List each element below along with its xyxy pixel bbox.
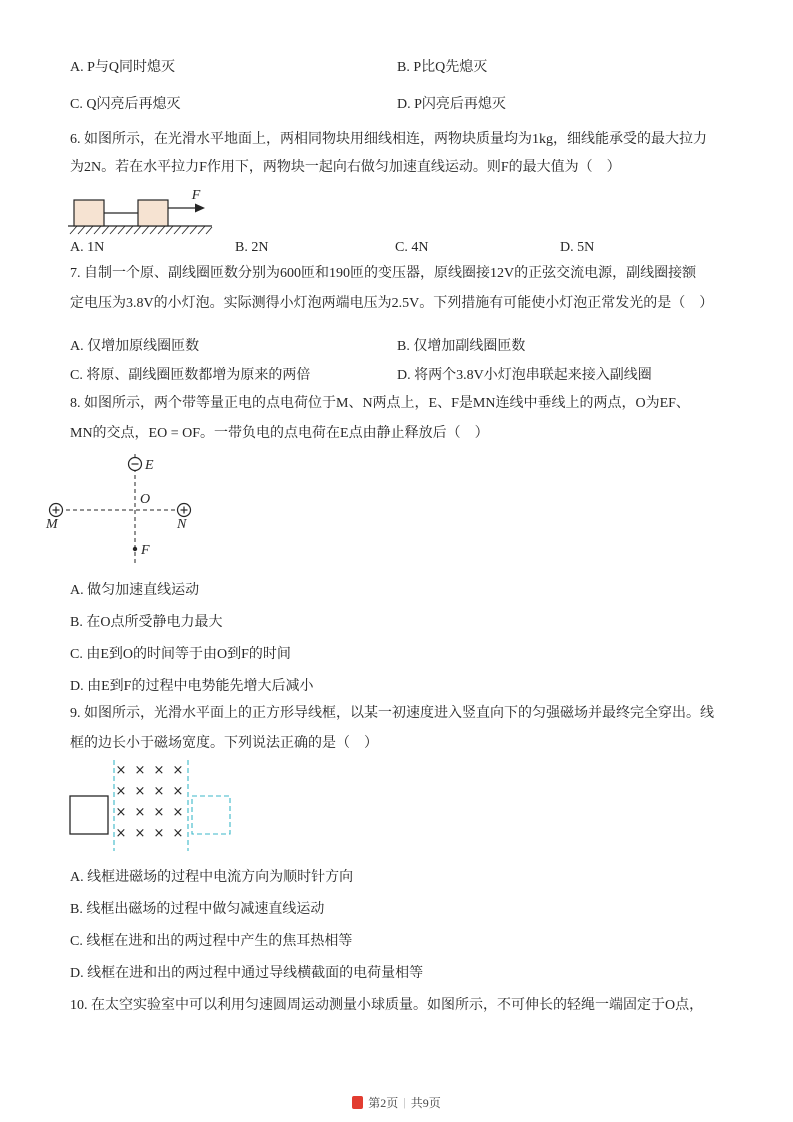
q6-text-line-2: 为2N。若在水平拉力F作用下，两物块一起向右做匀加速直线运动。则F的最大值为（ ）	[70, 160, 621, 175]
field-cross-icon: ×	[153, 826, 165, 841]
q9-option-c: C. 线框在进和出的两过程中产生的焦耳热相等	[70, 934, 353, 949]
q8-option-d: D. 由E到F的过程中电势能先增大后减小	[70, 679, 314, 694]
footer-divider: |	[403, 1095, 406, 1109]
q6-text-line-1: 6. 如图所示，在光滑水平地面上，两相同物块用细线相连，两物块质量均为1kg，细线能承受的最大拉力	[70, 132, 707, 147]
q9-text-line-1: 9. 如图所示，光滑水平面上的正方形导线框，以某一初速度进入竖直向下的匀强磁场并最终完全穿出。线	[70, 706, 714, 721]
wire-loop-square	[70, 796, 108, 834]
point-m-label: M	[46, 517, 58, 532]
q7-option-a: A. 仅增加原线圈匝数	[70, 339, 200, 354]
force-arrow-head	[195, 204, 205, 213]
q8-option-b: B. 在O点所受静电力最大	[70, 615, 223, 630]
field-cross-icon: ×	[153, 763, 165, 778]
q5-option-b: B. P比Q先熄灭	[397, 60, 488, 75]
field-cross-icon: ×	[134, 763, 146, 778]
field-cross-icon: ×	[172, 784, 184, 799]
q6-figure-blocks-on-ground	[66, 186, 218, 240]
q5-option-a: A. P与Q同时熄灭	[70, 60, 176, 75]
q9-option-d: D. 线框在进和出的两过程中通过导线横截面的电荷量相等	[70, 966, 424, 981]
force-label: F	[191, 188, 201, 203]
q6-option-c: C. 4N	[395, 240, 429, 255]
footer-logo-icon	[352, 1096, 363, 1109]
q8-figure-point-charges	[42, 448, 220, 573]
page-footer	[0, 1094, 793, 1111]
q9-text-line-2: 框的边长小于磁场宽度。下列说法正确的是（ ）	[70, 736, 378, 751]
ground-hatching	[70, 226, 212, 234]
field-cross-icon: ×	[172, 805, 184, 820]
field-cross-icon: ×	[134, 826, 146, 841]
wire-loop-square-exit-dashed	[192, 796, 230, 834]
field-cross-icon: ×	[115, 826, 127, 841]
q9-option-a: A. 线框进磁场的过程中电流方向为顺时针方向	[70, 870, 354, 885]
q6-option-a: A. 1N	[70, 240, 105, 255]
q7-option-d: D. 将两个3.8V小灯泡串联起来接入副线圈	[397, 368, 652, 383]
field-cross-icon: ×	[115, 784, 127, 799]
q5-option-d: D. P闪亮后再熄灭	[397, 97, 506, 112]
field-cross-icon: ×	[115, 763, 127, 778]
point-e-label: E	[145, 458, 154, 473]
field-cross-icon: ×	[115, 805, 127, 820]
field-cross-icon: ×	[172, 763, 184, 778]
q7-option-b: B. 仅增加副线圈匝数	[397, 339, 526, 354]
field-cross-icon: ×	[153, 805, 165, 820]
q6-option-d: D. 5N	[560, 240, 595, 255]
field-cross-icon: ×	[134, 805, 146, 820]
point-f-dot	[133, 547, 137, 551]
q9-figure-wire-loop-field	[64, 758, 242, 854]
q5-option-c: C. Q闪亮后再熄灭	[70, 97, 181, 112]
block-right	[138, 200, 168, 226]
point-n-label: N	[177, 517, 187, 532]
q8-option-a: A. 做匀加速直线运动	[70, 583, 200, 598]
field-cross-icon: ×	[134, 784, 146, 799]
point-f-label: F	[141, 543, 150, 558]
q7-option-c: C. 将原、副线圈匝数都增为原来的两倍	[70, 368, 311, 383]
q8-text-line-1: 8. 如图所示，两个带等量正电的点电荷位于M、N两点上，E、F是MN连线中垂线上的两点，O为EF、	[70, 396, 690, 411]
field-cross-icon: ×	[172, 826, 184, 841]
field-cross-icon: ×	[153, 784, 165, 799]
q10-text-line-1: 10. 在太空实验室中可以利用匀速圆周运动测量小球质量。如图所示，不可伸长的轻绳一端固定于O点，	[70, 998, 704, 1013]
q8-option-c: C. 由E到O的时间等于由O到F的时间	[70, 647, 291, 662]
footer-page-number: 第2页	[368, 1096, 399, 1110]
q9-option-b: B. 线框出磁场的过程中做匀减速直线运动	[70, 902, 325, 917]
q7-text-line-1: 7. 自制一个原、副线圈匝数分别为600匝和190匝的变压器，原线圈接12V的正弦交流电源，副线圈接额	[70, 266, 697, 281]
block-left	[74, 200, 104, 226]
point-o-label: O	[140, 492, 151, 507]
q7-text-line-2: 定电压为3.8V的小灯泡。实际测得小灯泡两端电压为2.5V。下列措施有可能使小灯泡正常发光的是（ ）	[70, 296, 714, 311]
q8-text-line-2: MN的交点，EO = OF。一带负电的点电荷在E点由静止释放后（ ）	[70, 426, 489, 441]
q6-option-b: B. 2N	[235, 240, 269, 255]
footer-total-pages: 共9页	[410, 1096, 441, 1110]
